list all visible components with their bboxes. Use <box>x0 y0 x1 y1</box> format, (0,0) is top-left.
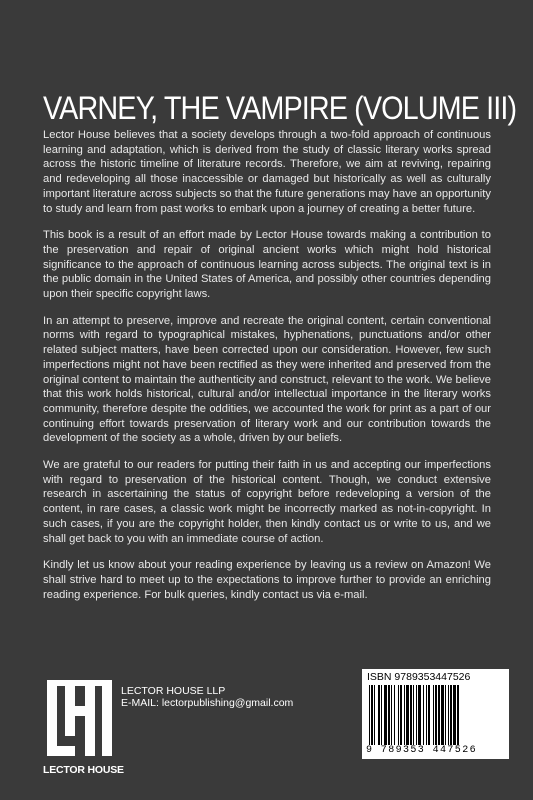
book-title: VARNEY, THE VAMPIRE (VOLUME III) <box>43 90 517 126</box>
publisher-name: LECTOR HOUSE LLP <box>121 685 226 697</box>
logo-wordmark: LECTOR HOUSE <box>43 764 124 776</box>
lh-monogram-icon <box>43 676 116 762</box>
blurb-paragraph-1: Lector House believes that a society develops through a two-fold approach of continuous learning and adaptation, which is derived from the study of classic literary works spread across the historic timeline of literature records. Therefore, we aim at reviving, repairing and redeveloping all those inaccessible or damaged but historically as well as culturally important literature across subjects so that the future generations may have an opportunity to study and learn from past works to embark upon a journey of creating a better future. <box>43 129 491 215</box>
isbn-barcode <box>362 669 509 759</box>
blurb-paragraph-3: In an attempt to preserve, improve and recreate the original content, certain conventional norms with regard to typographical mistakes, hyphenations, punctuations and/or other related subject matters, have been corrected upon our consideration. However, few such imperfections might not have been rectified as they were inherited and preserved from the original content to maintain the authenticity and construct, relevant to the work. We believe that this work holds historical, cultural and/or intellectual importance in the literary works community, therefore despite the oddities, we accounted the work for print as a part of our continuing effort towards preservation of literary work and our contribution towards the development of the society as a whole, driven by our beliefs. <box>43 314 491 445</box>
isbn-digits: 9 789353 447526 <box>366 745 478 756</box>
blurb-text <box>43 128 491 614</box>
blurb-paragraph-5: Kindly let us know about your reading experience by leaving us a review on Amazon! We shall strive hard to meet up to the expectations to improve further to provide an enriching reading experience. For bulk queries, kindly contact us via e-mail. <box>43 559 491 601</box>
barcode-bars <box>366 685 505 745</box>
publisher-email: E-MAIL: lectorpublishing@gmail.com <box>121 697 294 709</box>
isbn-label: ISBN 9789353447526 <box>367 671 471 683</box>
blurb-paragraph-2: This book is a result of an effort made by Lector House towards making a contribution to the preservation and repair of original ancient works which might hold historical significance to the approach of continuous learning across subjects. The original text is in the public domain in the United States of America, and possibly other countries depending upon their specific copyright laws. <box>43 229 491 301</box>
publisher-block <box>43 676 333 786</box>
blurb-paragraph-4: We are grateful to our readers for putting their faith in us and accepting our imperfections with regard to preservation of the historical content. Though, we conduct extensive research in ascertaining the status of copyright before redeveloping a version of the content, in rare cases, a classic work might be incorrectly marked as not-in-copyright. In such cases, if you are the copyright holder, then kindly contact us or write to us, and we shall get back to you with an immediate course of action. <box>43 459 491 545</box>
lector-house-logo <box>43 676 124 780</box>
